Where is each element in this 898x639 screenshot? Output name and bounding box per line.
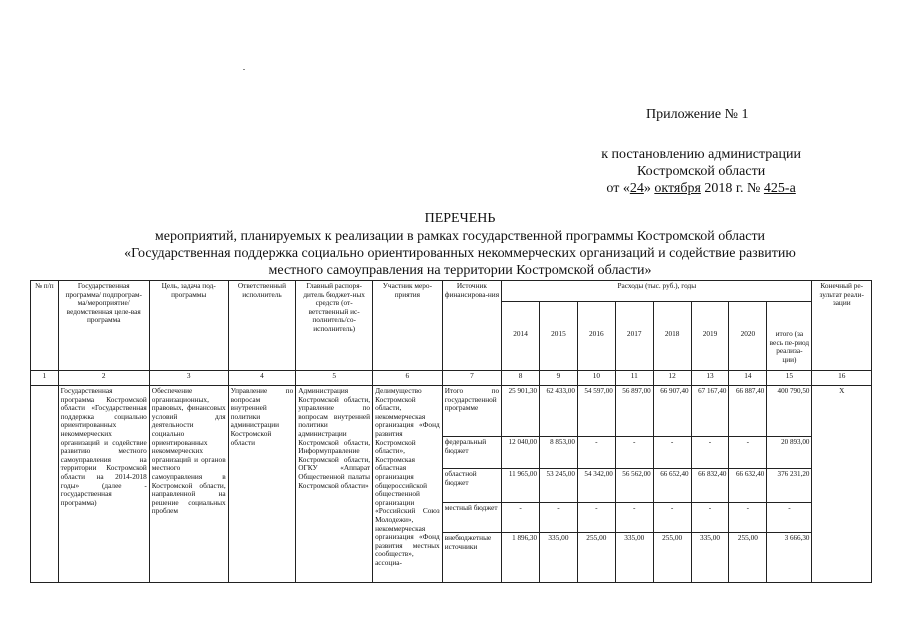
value-cell: 1 896,30 [502,533,540,583]
decree-number: 425-а [763,181,796,196]
header-goal: Цель, задача под-программы [149,281,228,371]
program-cell: Государственная программа Костромской области «Государственная поддержка социально ориентированных некоммерческих организаций и содействие развитию местного самоуправления на территории Костромской области на 2014-2018 годы» (далее - государственная программа) [58,386,149,583]
header-total: итого (за весь пе-риод реализа-ции) [767,302,812,371]
value-cell: 8 853,00 [540,437,578,469]
column-number: 8 [502,371,540,386]
column-number-row [31,371,872,386]
table-row [31,386,872,437]
header-row [31,281,872,302]
decree-line-2: Костромской области [637,164,766,179]
column-number: 1 [31,371,59,386]
decree-line-1: к постановлению администрации [601,147,801,162]
column-number: 2 [58,371,149,386]
header-result: Конечный ре-зультат реали-зации [812,281,872,371]
column-number: 12 [653,371,691,386]
title-line-3: «Государственная поддержка социально ориентированных некоммерческих организаций и содействие развитию [124,246,796,261]
value-cell: 66 652,40 [653,469,691,503]
value-cell: 53 245,00 [540,469,578,503]
header-participants: Участник меро-приятия [373,281,443,371]
total-cell: - [767,503,812,533]
value-cell: 255,00 [653,533,691,583]
source-cell: Итого по государственной программе [442,386,501,437]
participants-cell: Делимущество Костромской области, некоммерческая организация «Фонд развития Костромской области», Костромская областная организация общероссийской общественной организации «Российский Союз Молодежи», некоммерческая организация «Фонд развития местных сообществ», ассоциа- [373,386,443,583]
value-cell: 56 562,00 [615,469,653,503]
value-cell: 335,00 [540,533,578,583]
value-cell: - [577,503,615,533]
header-year: 2019 [691,302,729,371]
header-program: Государственная программа/ подпрограм-ма/мероприятие/ведомственная целе-вая программа [58,281,149,371]
column-number: 3 [149,371,228,386]
column-number: 7 [442,371,501,386]
column-number: 14 [729,371,767,386]
executor-cell: Управление по вопросам внутренней политики администрации Костромской области [228,386,296,583]
total-cell: 376 231,20 [767,469,812,503]
value-cell: - [729,503,767,533]
result-cell: Х [812,386,872,583]
value-cell: 12 040,00 [502,437,540,469]
source-cell: федеральный бюджет [442,437,501,469]
decree-date-line: от «24» октября 2018 г. № 425-а [606,181,796,196]
measures-table [30,280,872,583]
goal-cell: Обеспечение организационных, правовых, финансовых условий для деятельности социально ориентированных некоммерческих организаций и органов местного самоуправления в Костромской области, направленной на решение социальных проблем [149,386,228,583]
decree-reference [601,146,801,197]
value-cell: - [540,503,578,533]
header-manager: Главный распоря-дитель бюджет-ных средств (от-ветственный ис-полнитель/со-исполнитель) [296,281,373,371]
column-number: 5 [296,371,373,386]
header-source: Источник финансирова-ния [442,281,501,371]
column-number: 15 [767,371,812,386]
row-num-cell [31,386,59,583]
value-cell: - [653,503,691,533]
appendix-label: Приложение № 1 [646,107,749,122]
source-cell: местный бюджет [442,503,501,533]
value-cell: 255,00 [729,533,767,583]
value-cell: - [653,437,691,469]
header-year: 2020 [729,302,767,371]
value-cell: 66 887,40 [729,386,767,437]
value-cell: 67 167,40 [691,386,729,437]
header-year: 2016 [577,302,615,371]
value-cell: 62 433,00 [540,386,578,437]
column-number: 13 [691,371,729,386]
source-cell: внебюджетные источники [442,533,501,583]
value-cell: 335,00 [615,533,653,583]
header-expenses: Расходы (тыс. руб.), годы [502,281,812,302]
value-cell: 335,00 [691,533,729,583]
value-cell: 66 907,40 [653,386,691,437]
header-num: № п/п [31,281,59,371]
value-cell: - [577,437,615,469]
column-number: 6 [373,371,443,386]
value-cell: 54 342,00 [577,469,615,503]
value-cell: - [691,503,729,533]
total-cell: 20 893,00 [767,437,812,469]
header-year: 2015 [540,302,578,371]
value-cell: - [615,503,653,533]
scan-speck [243,69,245,70]
header-year: 2017 [615,302,653,371]
column-number: 9 [540,371,578,386]
total-cell: 3 666,30 [767,533,812,583]
value-cell: - [691,437,729,469]
source-cell: областной бюджет [442,469,501,503]
value-cell: 11 965,00 [502,469,540,503]
title-line-2: мероприятий, планируемых к реализации в рамках государственной программы Костромской области [154,229,766,244]
decree-month: октября [654,181,701,196]
total-cell: 400 790,50 [767,386,812,437]
header-year: 2018 [653,302,691,371]
value-cell: - [729,437,767,469]
header-executor: Ответственный исполнитель [228,281,296,371]
value-cell: 54 597,00 [577,386,615,437]
value-cell: 56 897,00 [615,386,653,437]
column-number: 4 [228,371,296,386]
column-number: 16 [812,371,872,386]
decree-day: 24 [629,181,644,196]
column-number: 11 [615,371,653,386]
value-cell: - [615,437,653,469]
value-cell: 66 832,40 [691,469,729,503]
column-number: 10 [577,371,615,386]
manager-cell: Администрация Костромской области, управление по вопросам внутренней политики администрации Костромской области, Информуправление Костромской области, ОГКУ «Аппарат Общественной палаты Костромской области» [296,386,373,583]
header-year: 2014 [502,302,540,371]
value-cell: 25 901,30 [502,386,540,437]
title-line-4: местного самоуправления на территории Костромской области» [268,263,652,278]
document-title: ПЕРЕЧЕНЬ [424,211,496,226]
value-cell: - [502,503,540,533]
value-cell: 255,00 [577,533,615,583]
value-cell: 66 632,40 [729,469,767,503]
